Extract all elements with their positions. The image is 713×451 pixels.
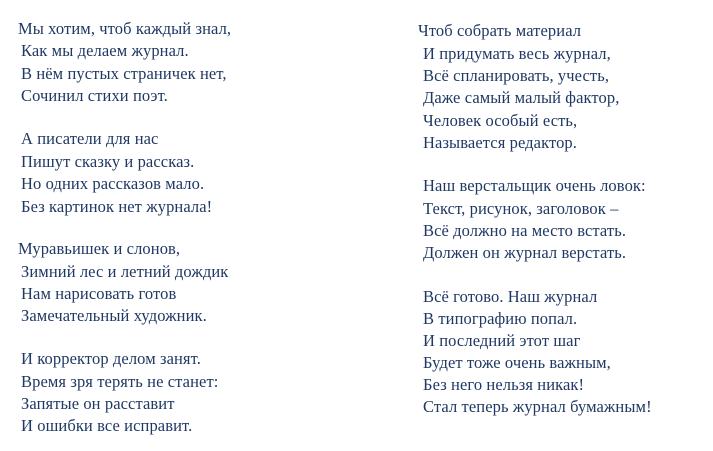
poem-line: Мы хотим, чтоб каждый знал, bbox=[18, 19, 232, 38]
poem-line: Но одних рассказов мало. bbox=[21, 174, 205, 193]
poem-line: И ошибки все исправит. bbox=[21, 416, 193, 435]
poem-line: Сочинил стихи поэт. bbox=[21, 86, 168, 105]
poem-line: Зимний лес и летний дождик bbox=[21, 262, 229, 281]
poem-line: Время зря терять не станет: bbox=[21, 372, 219, 391]
poem-line: В нём пустых страничек нет, bbox=[21, 64, 227, 83]
poem-line: Нам нарисовать готов bbox=[21, 284, 177, 303]
poem-line: Без него нельзя никак! bbox=[423, 375, 585, 394]
poem-line: Человек особый есть, bbox=[423, 111, 578, 130]
poem-line: Без картинок нет журнала! bbox=[21, 197, 213, 216]
poem-line: Чтоб собрать материал bbox=[418, 21, 582, 40]
poem-line: Текст, рисунок, заголовок – bbox=[423, 199, 619, 218]
poem-line: Будет тоже очень важным, bbox=[423, 353, 611, 372]
poem-line: Стал теперь журнал бумажным! bbox=[423, 397, 652, 416]
poem-line: Называется редактор. bbox=[423, 133, 578, 152]
poem-line: И корректор делом занят. bbox=[21, 349, 201, 368]
poem-line: Наш верстальщик очень ловок: bbox=[423, 176, 646, 195]
poem-line: Замечательный художник. bbox=[21, 306, 207, 325]
poem-line: Всё должно на место встать. bbox=[423, 221, 627, 240]
poem-line: А писатели для нас bbox=[21, 129, 159, 148]
poem-line: Муравьишек и слонов, bbox=[18, 239, 181, 258]
poem-line: Всё спланировать, учесть, bbox=[423, 66, 610, 85]
poem-line: Должен он журнал верстать. bbox=[423, 243, 627, 262]
poem-line: Даже самый малый фактор, bbox=[423, 88, 620, 107]
poem-line: Запятые он расставит bbox=[21, 394, 175, 413]
poem-line: И придумать весь журнал, bbox=[423, 44, 611, 63]
poem-line: В типографию попал. bbox=[423, 309, 578, 328]
poem-line: Всё готово. Наш журнал bbox=[423, 287, 598, 306]
poem-line: И последний этот шаг bbox=[423, 331, 581, 350]
poem-line: Пишут сказку и рассказ. bbox=[21, 152, 195, 171]
poem-line: Как мы делаем журнал. bbox=[21, 41, 189, 60]
